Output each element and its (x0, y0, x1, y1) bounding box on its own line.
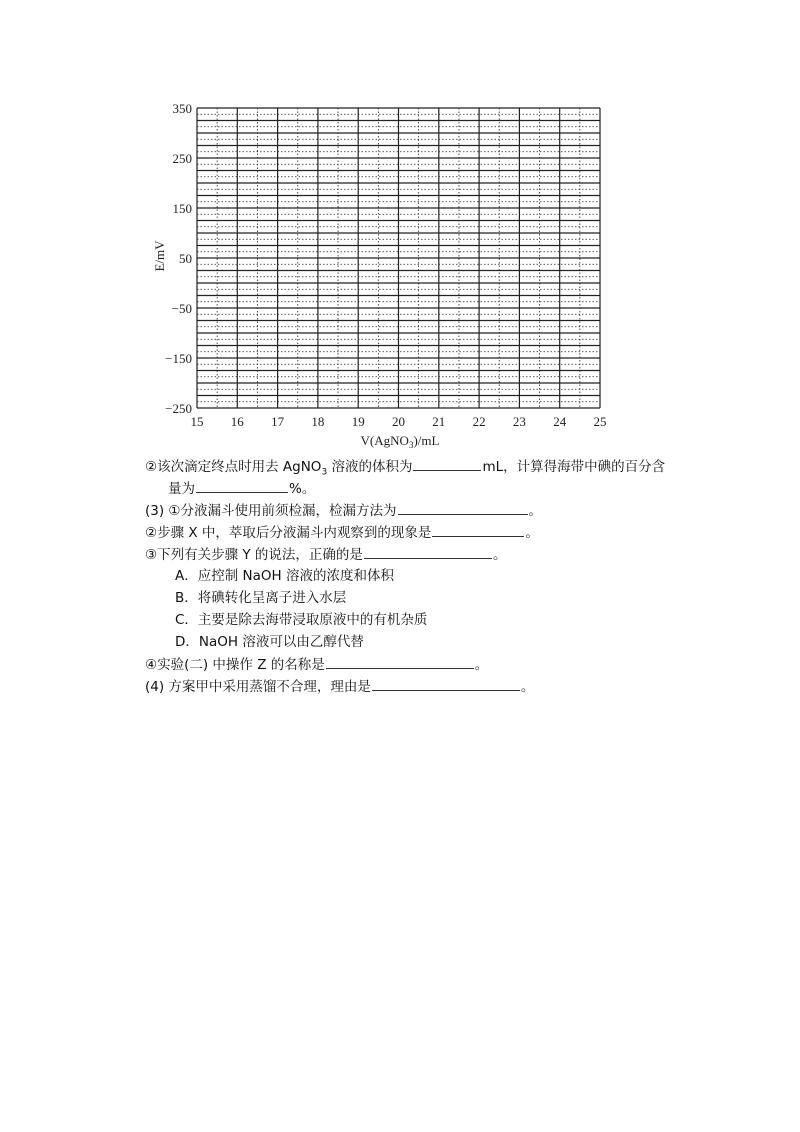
period: 。 (474, 657, 489, 673)
question-2b-unit: %。 (289, 481, 316, 497)
question-3-2 (145, 522, 539, 543)
x-tick-label: 18 (311, 414, 325, 429)
y-tick-label: −150 (165, 351, 192, 366)
y-tick-label: 250 (172, 151, 192, 166)
x-tick-label: 21 (432, 414, 446, 429)
question-3-4 (145, 654, 488, 675)
question-2-unit: mL，计算得海带中碘的百分含 (482, 459, 666, 475)
x-tick-label: 22 (472, 414, 486, 429)
question-2-mid: 溶液的体积为 (327, 459, 413, 475)
answer-blank-3-1[interactable] (398, 500, 528, 515)
answer-blank-percent[interactable] (196, 478, 288, 493)
question-2-text: ②该次滴定终点时用去 AgNO (145, 459, 322, 475)
x-tick-label: 19 (351, 414, 365, 429)
x-tick-label: 20 (392, 414, 405, 429)
answer-blank-volume[interactable] (413, 456, 481, 471)
question-3-3 (145, 544, 506, 565)
x-tick-label: 23 (512, 414, 526, 429)
question-3-2-text: ②步骤 X 中，萃取后分液漏斗内观察到的现象是 (145, 525, 432, 541)
question-2b-text: 量为 (168, 481, 195, 497)
period: 。 (525, 525, 539, 541)
option-c: C．主要是除去海带浸取原液中的有机杂质 (175, 612, 428, 628)
answer-blank-4[interactable] (372, 676, 520, 691)
answer-blank-3-2[interactable] (432, 522, 524, 537)
option-d: D．NaOH 溶液可以由乙醇代替 (175, 634, 364, 650)
question-4-text: (4) 方案甲中采用蒸馏不合理，理由是 (145, 679, 371, 695)
grid-lines (197, 108, 600, 408)
y-tick-label: 350 (172, 101, 192, 116)
x-tick-label: 24 (553, 414, 567, 429)
question-3-1 (145, 500, 542, 521)
period: 。 (492, 547, 507, 563)
x-tick-label: 15 (190, 414, 204, 429)
y-tick-label: 50 (179, 251, 192, 266)
question-4 (145, 676, 534, 697)
y-tick-label: 150 (172, 201, 192, 216)
titration-grid-chart (150, 96, 620, 451)
subscript-3: 3 (321, 467, 328, 478)
answer-blank-3-4[interactable] (326, 654, 474, 669)
question-3-4-text: ④实验(二) 中操作 Z 的名称是 (145, 657, 325, 673)
x-tick-label: 17 (271, 414, 285, 429)
question-2-line2 (168, 478, 315, 499)
period: 。 (528, 503, 543, 519)
y-axis-label: E/mV (152, 240, 167, 272)
x-tick-label: 25 (593, 414, 607, 429)
x-tick-labels (191, 414, 607, 429)
question-3-3-text: ③下列有关步骤 Y 的说法，正确的是 (145, 547, 363, 563)
x-tick-label: 16 (230, 414, 244, 429)
y-tick-labels (165, 101, 192, 416)
y-tick-label: −250 (165, 401, 192, 416)
period: 。 (520, 679, 535, 695)
y-tick-label: −50 (171, 301, 192, 316)
option-b: B．将碘转化呈离子进入水层 (175, 590, 347, 606)
answer-blank-3-3[interactable] (364, 544, 492, 559)
x-axis-label: V(AgNO$_3$)/mL (360, 433, 440, 450)
option-a: A．应控制 NaOH 溶液的浓度和体积 (175, 568, 394, 584)
question-3-1-text: (3) ①分液漏斗使用前须检漏，检漏方法为 (145, 503, 397, 519)
